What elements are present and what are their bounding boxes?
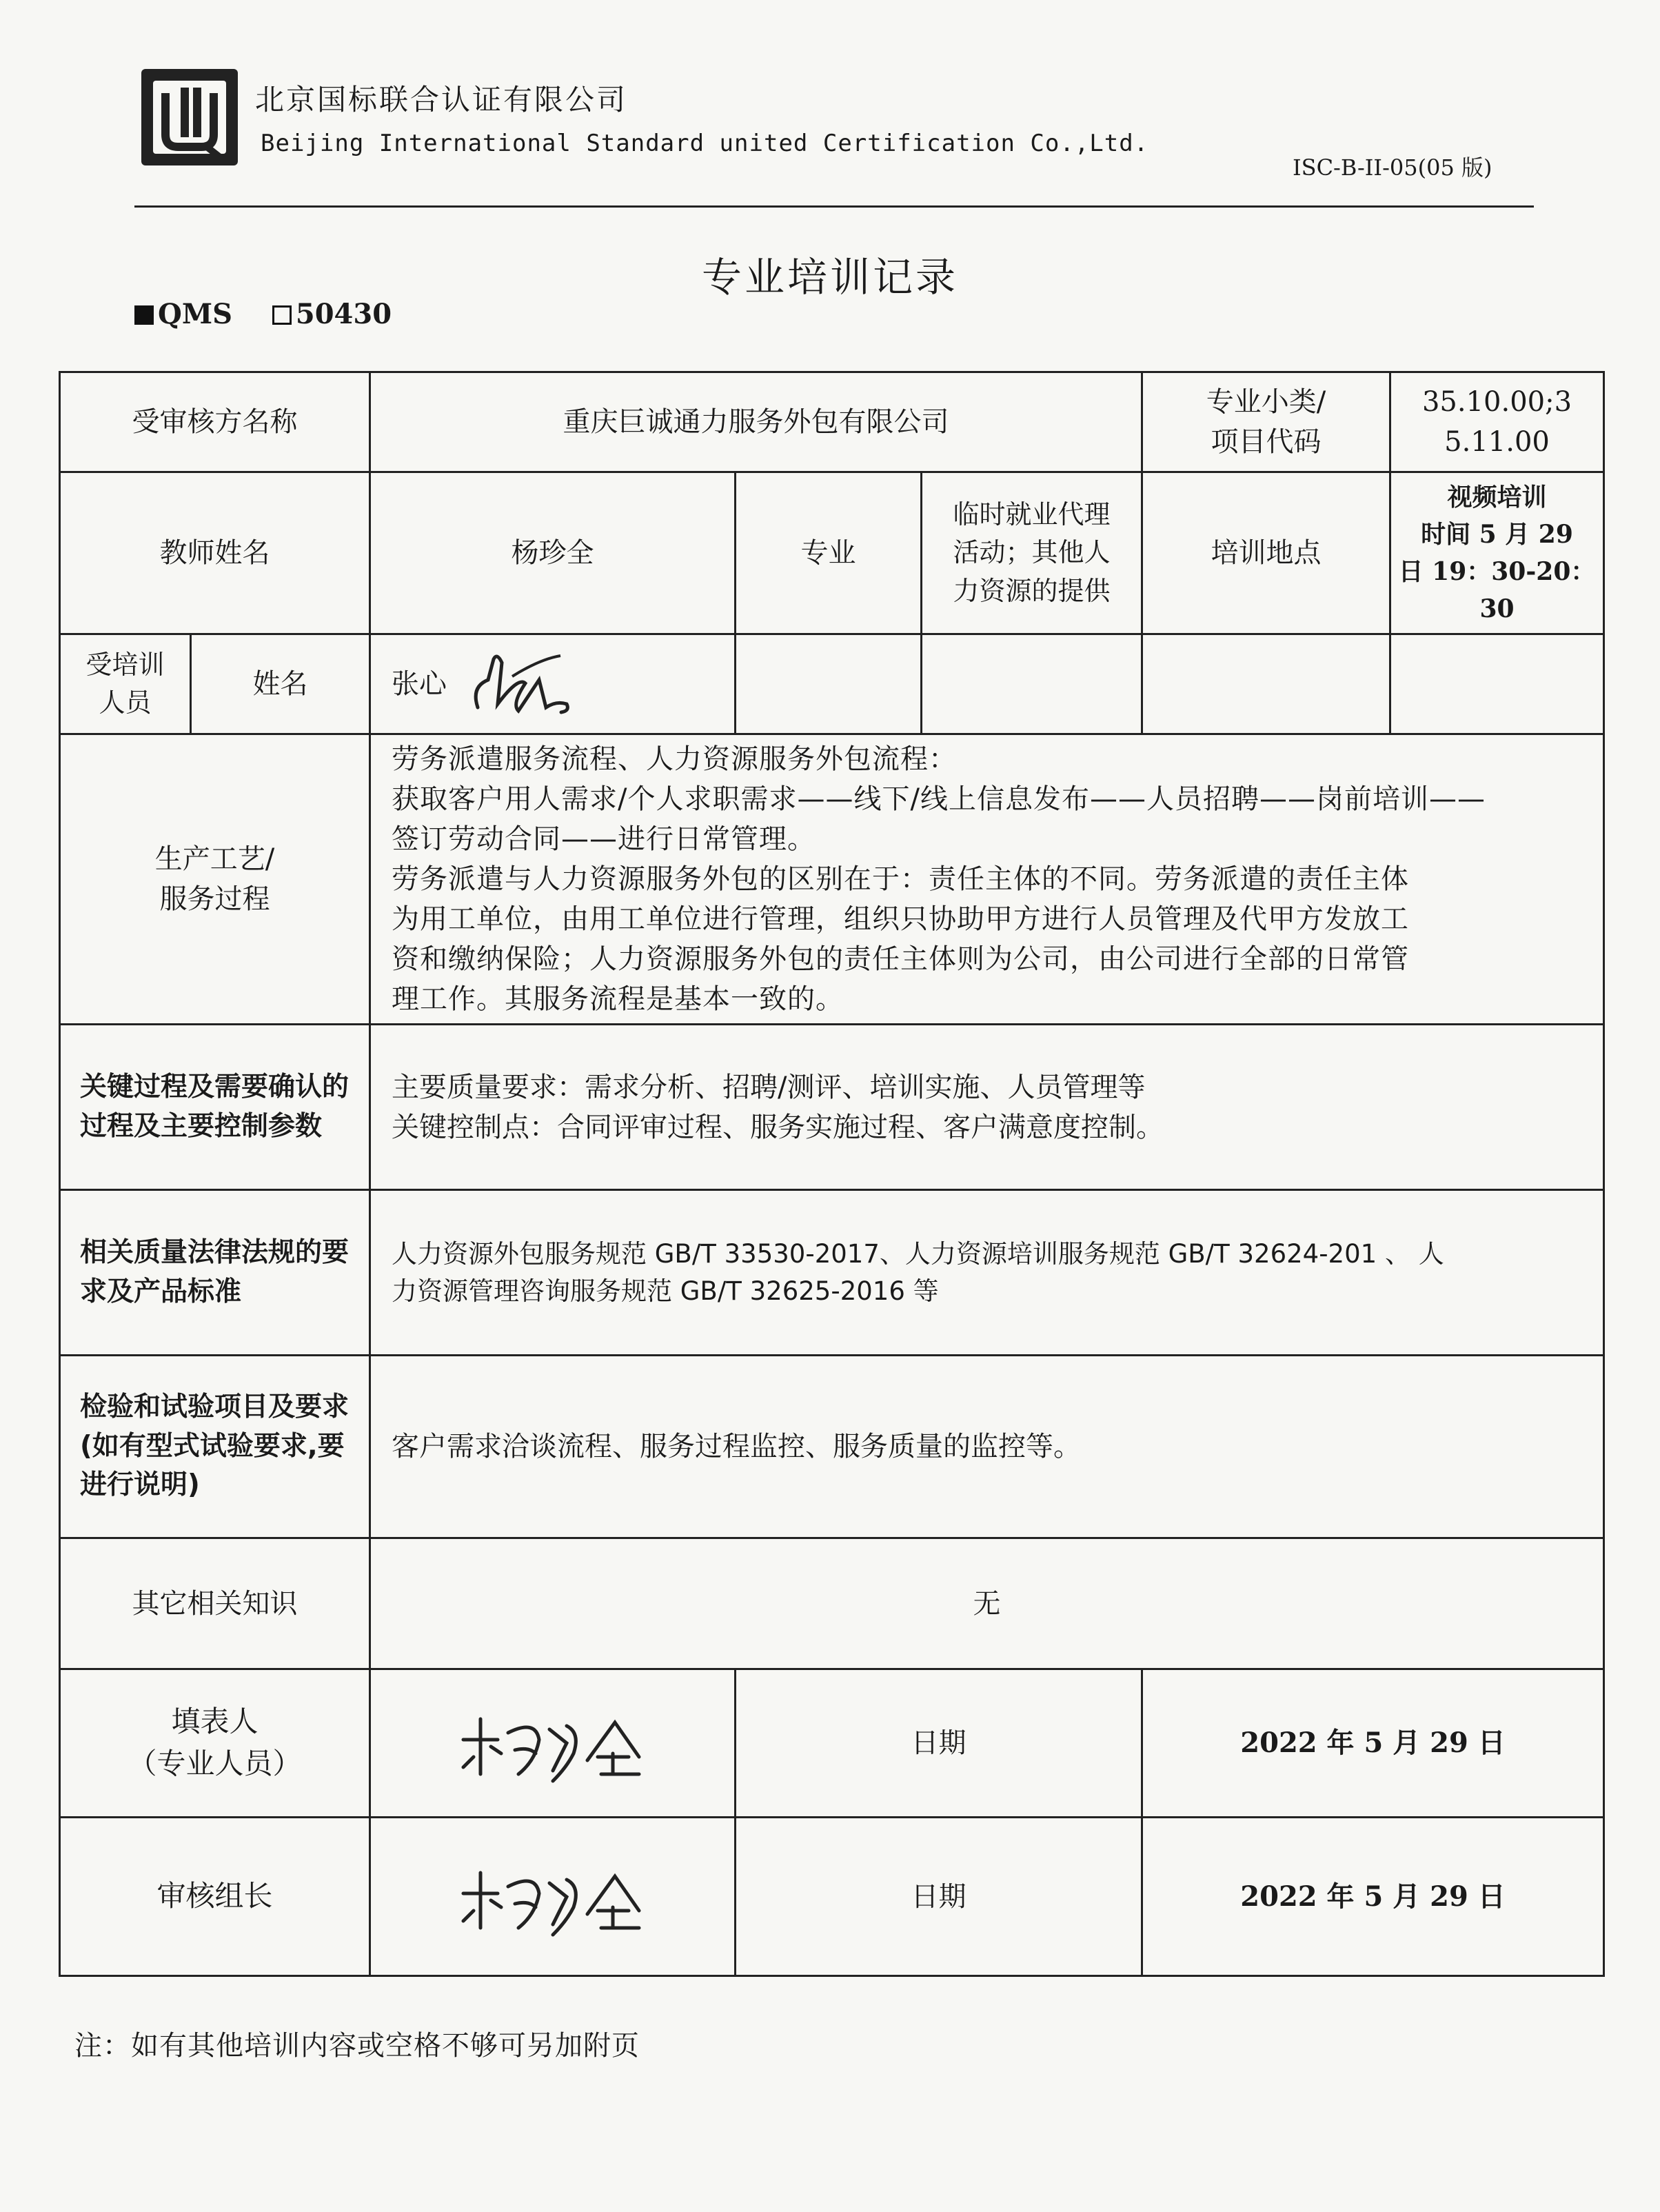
key-process-label [60,1025,370,1190]
trainee-label-line2: 人员 [99,687,152,718]
inspect-label-line3: 进行说明) [80,1469,200,1501]
50430-label: 50430 [295,298,392,330]
header-divider [134,205,1534,208]
law-label [60,1190,370,1356]
reviewer-signature-cell [370,1818,736,1976]
reviewer-date-label: 日期 [736,1818,1142,1976]
inspection-content: 客户需求洽谈流程、服务过程监控、服务质量的监控等。 [370,1356,1604,1538]
company-name-cn: 北京国标联合认证有限公司 [255,83,628,117]
process-line: 理工作。其服务流程是基本一致的。 [392,983,844,1015]
code-label-line2: 项目代码 [1211,426,1322,458]
trainee-empty-3 [1142,634,1390,734]
code-value-line1: 35.10.00;3 [1421,386,1572,418]
reviewer-label: 审核组长 [60,1818,370,1976]
location-line3: 日 19：30-20： [1398,557,1596,586]
reviewer-date: 2022 年 5 月 29 日 [1142,1818,1604,1976]
auditee-name: 重庆巨诚通力服务外包有限公司 [370,372,1142,472]
key-line: 关键控制点：合同评审过程、服务实施过程、客户满意度控制。 [392,1111,1164,1143]
trainee-empty-4 [1390,634,1604,734]
specialty-line3: 力资源的提供 [953,575,1111,606]
code-value-line2: 5.11.00 [1444,426,1550,458]
inspect-label-line2: (如有型式试验要求,要 [80,1430,345,1462]
trainee-signature [464,642,602,732]
filler-label-line1: 填表人 [171,1705,259,1739]
specialty-label: 专业 [736,472,922,634]
qms-checkbox[interactable] [134,305,154,325]
filler-date: 2022 年 5 月 29 日 [1142,1669,1604,1818]
teacher-name: 杨珍全 [370,472,736,634]
company-name-en: Beijing International Standard united Certification Co.,Ltd. [261,130,1149,157]
form-code: ISC-B-II-05(05 版) [1293,154,1492,181]
key-process-content [370,1025,1604,1190]
law-label-line2: 求及产品标准 [80,1276,242,1307]
reviewer-signature [449,1845,656,1949]
process-label-line1: 生产工艺/ [154,843,275,875]
specialty-line1: 临时就业代理 [953,499,1111,530]
specialty-value [922,472,1142,634]
scheme-selector [134,298,392,330]
trainee-label [60,634,191,734]
filler-label [60,1669,370,1818]
location-value [1390,472,1604,634]
training-record-table [59,371,1605,1977]
auditee-label: 受审核方名称 [60,372,370,472]
key-label-line2: 过程及主要控制参数 [80,1110,323,1142]
inspect-label-line1: 检验和试验项目及要求 [80,1391,350,1423]
trainee-cell [370,634,736,734]
other-knowledge-value: 无 [370,1538,1604,1669]
other-knowledge-label: 其它相关知识 [60,1538,370,1669]
process-content [370,734,1604,1025]
location-line1: 视频培训 [1447,483,1547,512]
filler-signature [449,1691,656,1795]
specialty-line2: 活动；其他人 [953,537,1111,568]
trainee-empty-1 [736,634,922,734]
trainee-name: 张心 [392,668,447,700]
key-line: 主要质量要求：需求分析、招聘/测评、培训实施、人员管理等 [392,1071,1146,1103]
law-content [370,1190,1604,1356]
location-line2: 时间 5 月 29 [1421,520,1573,549]
trainee-label-line1: 受培训 [85,649,165,680]
law-label-line1: 相关质量法律法规的要 [80,1236,350,1268]
document-title: 专业培训记录 [701,254,958,301]
process-line: 劳务派遣与人力资源服务外包的区别在于：责任主体的不同。劳务派遣的责任主体 [392,863,1409,895]
process-label [60,734,370,1025]
law-line: 人力资源外包服务规范 GB/T 33530-2017、人力资源培训服务规范 GB/T 32624-201 、 人 [392,1238,1444,1269]
process-line: 签订劳动合同——进行日常管理。 [392,823,816,855]
process-label-line2: 服务过程 [159,883,270,915]
code-value [1390,372,1604,472]
code-label-line1: 专业小类/ [1206,386,1326,418]
filler-signature-cell [370,1669,736,1818]
process-line: 获取客户用人需求/个人求职需求——线下/线上信息发布——人员招聘——岗前培训—— [392,783,1486,815]
footer-note: 注：如有其他培训内容或空格不够可另加附页 [74,2030,640,2062]
filler-date-label: 日期 [736,1669,1142,1818]
inspection-label [60,1356,370,1538]
qms-label: QMS [158,298,233,330]
law-line: 力资源管理咨询服务规范 GB/T 32625-2016 等 [392,1276,939,1306]
trainee-empty-2 [922,634,1142,734]
50430-checkbox[interactable] [272,305,292,325]
name-label: 姓名 [191,634,370,734]
location-line4: 30 [1479,594,1515,623]
location-label: 培训地点 [1142,472,1390,634]
process-line: 劳务派遣服务流程、人力资源服务外包流程： [392,743,957,775]
filler-label-line2: （专业人员） [128,1747,302,1780]
process-line: 资和缴纳保险；人力资源服务外包的责任主体则为公司，由公司进行全部的日常管 [392,943,1409,975]
company-logo-icon [138,66,241,169]
code-label [1142,372,1390,472]
teacher-label: 教师姓名 [60,472,370,634]
key-label-line1: 关键过程及需要确认的 [80,1071,350,1103]
process-line: 为用工单位，由用工单位进行管理，组织只协助甲方进行人员管理及代甲方发放工 [392,903,1409,935]
